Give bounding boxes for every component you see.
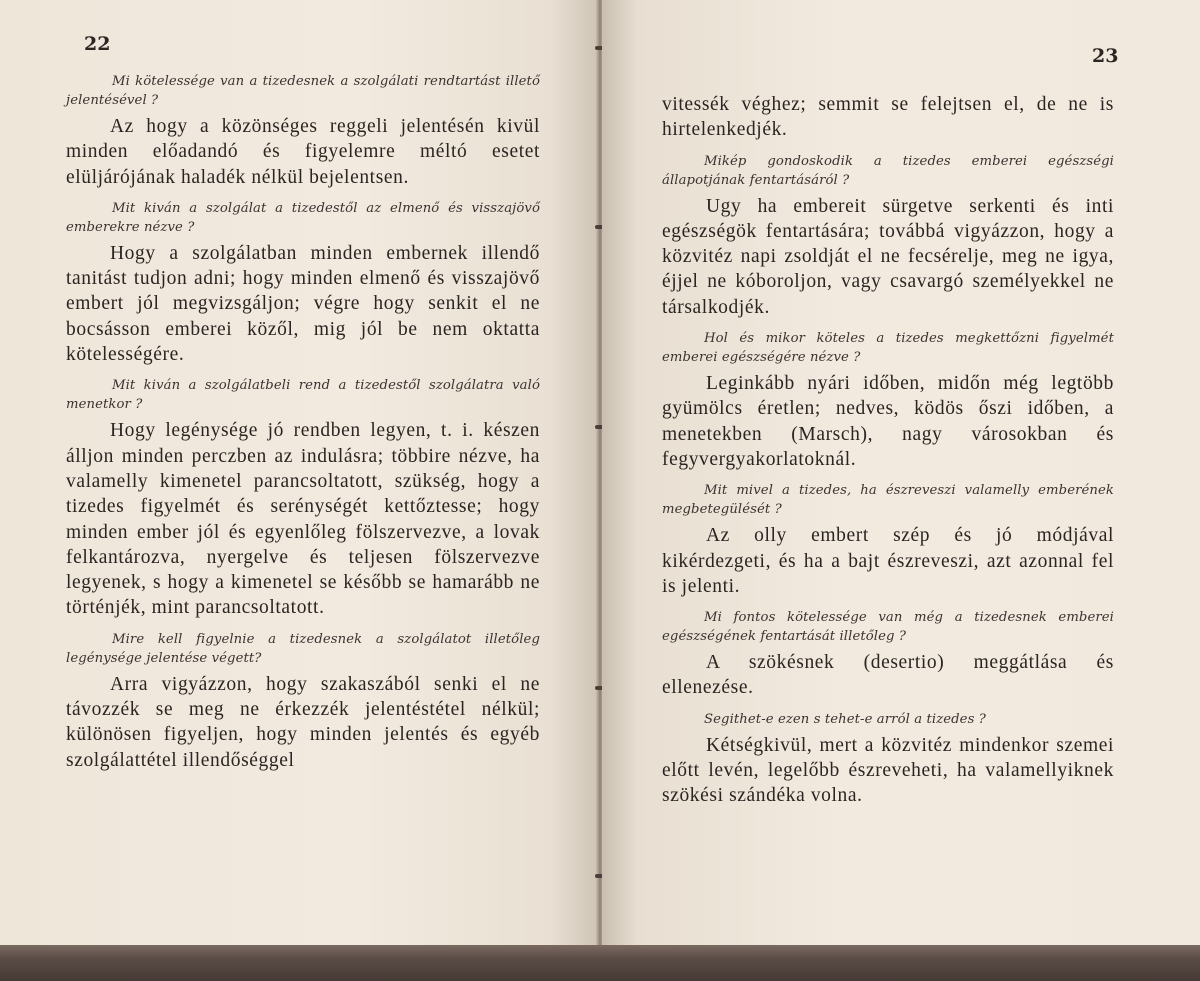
answer-text: A szökésnek (desertio) meggátlása és ellenezése. [662, 652, 1114, 699]
left-page-content [66, 72, 540, 782]
question-text: Mit mivel a tizedes, ha észreveszi valamelly emberének megbetegülését ? [662, 483, 1114, 518]
answer-text: Arra vigyázzon, hogy szakaszából senki el ne távozzék se meg ne érkezzék jelentéstétel nélkül; különösen figyeljen, hogy minden jelentés és egyéb szolgálattétel illendőséggel [66, 673, 540, 771]
question-text: Mi fontos kötelessége van még a tizedesnek emberei egészségének fentartását illetőleg ? [662, 610, 1114, 645]
answer-text: Ugy ha embereit sürgetve serkenti és inti egészségök fentartására; továbbá vigyázzon, hogy a közvitéz napi zsoldját el ne fecsérelje, meg ne igya, éjjel ne kóboroljon, vagy csavargó személyekkel ne társalkodjék. [662, 195, 1114, 318]
right-page [602, 0, 1200, 945]
answer-text: Leginkább nyári időben, midőn még legtöbb gyümölcs éretlen; nedves, ködös őszi időben, a menetekben (Marsch), nagy városokban és fegyvergyakorlatoknál. [662, 373, 1114, 470]
answer-text: Hogy legénysége jó rendben legyen, t. i. készen álljon minden perczben az indulásra; többire nézve, ha valamelly kimenetel parancsoltatott, szükség, hogy a tizedes figyelmét és serénységét kettőztesse; hogy minden ember jól és egyenlőleg fölszervezve, a lovak felkantározva, nyergelve és teljesen fölszervezve legyenek, s hogy a kimenetel se később se hamarább ne történjék, mint parancsoltatott. [66, 420, 540, 619]
page-number-right: 23 [1092, 45, 1119, 67]
answer-text: Az hogy a közönséges reggeli jelentésén kivül minden előadandó és figyelemre méltó esetet elüljárójának haladék nélkül bejelentsen. [66, 116, 540, 188]
continuation-text: vitessék véghez; semmit se felejtsen el, de ne is hirtelenkedjék. [662, 94, 1114, 141]
question-text: Mikép gondoskodik a tizedes emberei egészségi állapotjának fentartásáról ? [662, 153, 1114, 188]
question-text: Mire kell figyelnie a tizedesnek a szolgálatot illetőleg legénysége jelentése végett? [66, 631, 540, 666]
left-page [0, 0, 598, 945]
question-text: Mit kiván a szolgálat a tizedestől az elmenő és visszajövő emberekre nézve ? [66, 200, 540, 235]
question-text: Mi kötelessége van a tizedesnek a szolgálati rendtartást illető jelentésével ? [66, 74, 540, 108]
question-text: Hol és mikor köteles a tizedes megkettőzni figyelmét emberei egészségére nézve ? [662, 331, 1114, 366]
answer-text: Kétségkivül, mert a közvitéz mindenkor szemei előtt levén, legelőbb észreveheti, ha valamellyiknek szökési szándéka volna. [662, 734, 1114, 807]
right-page-content [662, 92, 1114, 818]
book-bottom-edge [0, 945, 1200, 981]
question-text: Mit kiván a szolgálatbeli rend a tizedestől szolgálatra való menetkor ? [66, 378, 540, 413]
answer-text: Hogy a szolgálatban minden embernek illendő tanitást tudjon adni; hogy minden elmenő és visszajövő embert jól megvizsgáljon; végre hogy senkit el ne bocsásson emberei közől, mig jól be nem oktatta kötelességére. [66, 242, 540, 366]
page-number-left: 22 [84, 33, 111, 55]
answer-text: Az olly embert szép és jó módjával kikérdezgeti, és ha a bajt észreveszi, azt azonnal fel is jelenti. [662, 525, 1114, 597]
question-text: Segithet-e ezen s tehet-e arról a tizedes ? [704, 711, 986, 727]
